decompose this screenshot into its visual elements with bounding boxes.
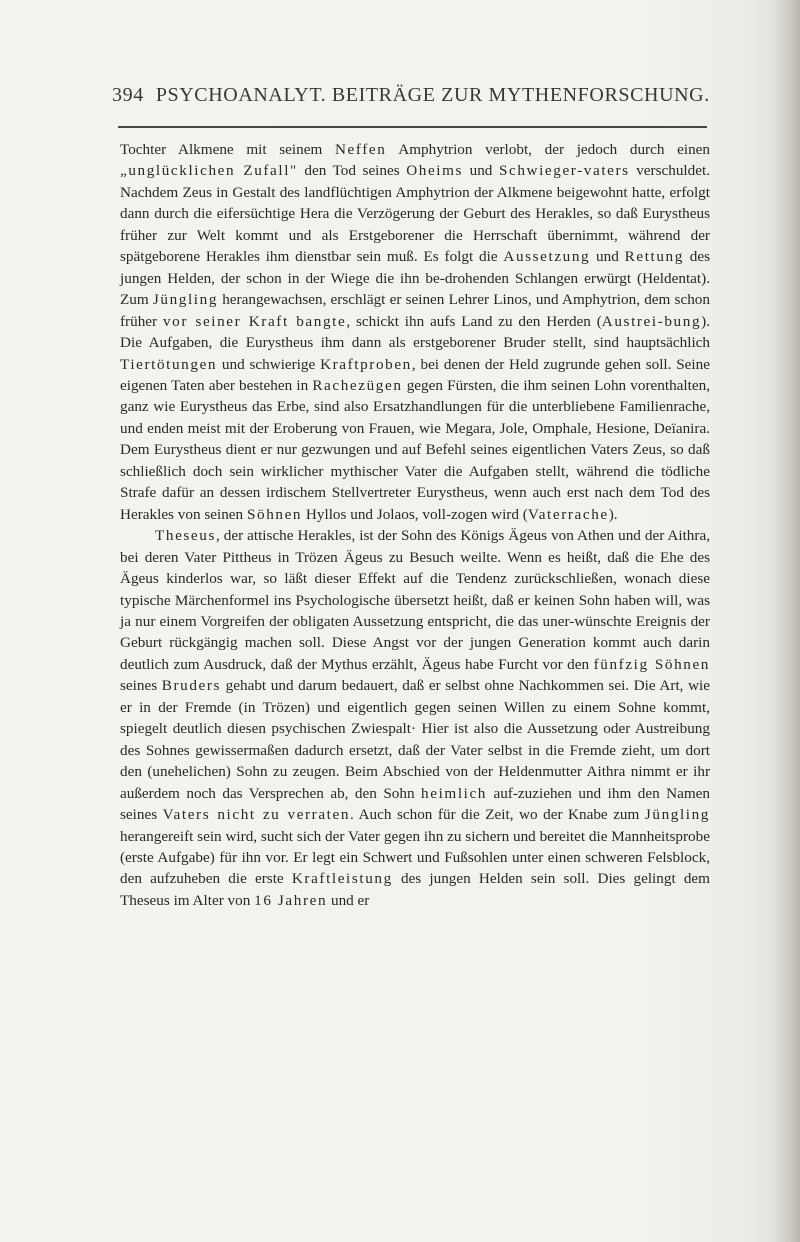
- emphasis: Rachezügen: [312, 376, 403, 394]
- text-run: . Auch schon für die Zeit, wo der Knabe zum: [350, 806, 645, 824]
- emphasis: Vaterrache: [527, 505, 609, 523]
- running-title: PSYCHOANALYT. BEITRÄGE ZUR MYTHENFORSCHUNG.: [155, 84, 710, 106]
- emphasis: Jüngling: [152, 291, 219, 309]
- text-run: seines: [120, 677, 162, 695]
- emphasis: „unglücklichen Zufall": [120, 162, 298, 180]
- text-run: ). Die Aufgaben, die Eurystheus ihm dann als erstgeborener Bruder stellt, sind hauptsächlich: [120, 312, 710, 352]
- emphasis: Kraftproben: [320, 355, 412, 373]
- emphasis: Austrei-bung: [601, 312, 702, 330]
- paragraph-herakles: [120, 139, 710, 525]
- text-run: , bei denen der Held zugrunde gehen soll. Seine eigenen Taten aber bestehen in: [120, 355, 710, 394]
- running-header: [112, 84, 710, 118]
- text-run: herangewachsen, erschlägt er seinen Lehrer Linos, und Amphytrion, dem schon früher: [120, 291, 710, 330]
- text-run: Hyllos und Jolaos, voll-zogen wird (: [302, 505, 528, 523]
- header-rule: [118, 126, 707, 128]
- text-run: Tochter Alkmene mit seinem: [120, 141, 335, 158]
- emphasis: Rettung: [624, 248, 684, 266]
- text-run: , der attische Herakles, ist der Sohn des Königs Ägeus von Athen und der Aithra, bei deren Vater Pittheus in Trözen Ägeus zu Besuch weilte. Wenn es heißt, daß die Ehe des Ägeus kinderlos war, so läßt dieser Effekt auf die Tendenz zurückschließen, wonach diese typische Märchenformel ins Psychologische übersetzt heißt, daß er keinen Sohn haben will, was ja nur einem Vorgreifen der obligaten Aussetzung entspricht, die das uner-wünschte Ereignis der Geburt rückgängig machen soll. Diese Angst vor der jungen Generation kommt auch darin deutlich zum Ausdruck, daß der Mythus erzählt, Ägeus habe Furcht vor den: [120, 527, 710, 673]
- emphasis: fünfzig Söhnen: [593, 655, 710, 673]
- text-run: des jungen Helden sein soll. Dies gelingt dem Theseus im Alter von: [120, 870, 710, 909]
- emphasis: Vaters nicht zu verraten: [162, 806, 351, 824]
- text-run: Amphytrion verlobt, der jedoch durch einen: [386, 141, 710, 158]
- emphasis: Kraftleistung: [291, 870, 393, 888]
- text-run: , schickt ihn aufs Land zu den Herden (: [346, 312, 602, 330]
- paragraph-theseus: [120, 525, 710, 911]
- emphasis: Bruders: [161, 677, 222, 695]
- emphasis: Neffen: [334, 141, 387, 158]
- text-run: und er: [327, 891, 370, 909]
- text-run: und: [590, 248, 625, 266]
- emphasis: Theseus: [155, 527, 216, 545]
- emphasis: Söhnen: [246, 505, 303, 523]
- text-run: gehabt und darum bedauert, daß er selbst ohne Nachkommen sei. Die Art, wie er in der Fremde (in Trözen) und eigentlich gegen seinen Willen zu einem Sohne kommt, spiegelt deutlich diesen psychischen Zwiespalt· Hier ist also die Aussetzung oder Austreibung des Sohnes gewissermaßen dadurch ersetzt, daß der Vater selbst in die Fremde zieht, um dort den (unehelichen) Sohn zu zeugen. Beim Abschied von der Heldenmutter Aithra nimmt er ihr außerdem noch das Versprechen ab, den Sohn: [120, 677, 711, 802]
- emphasis: Tiertötungen: [120, 355, 218, 373]
- emphasis: Oheims: [406, 162, 464, 180]
- text-run: des jungen Helden, der schon in der Wiege die ihn be-drohenden Schlangen erwürgt (Heldentat). Zum: [120, 248, 711, 309]
- text-run: herangereift sein wird, sucht sich der Vater gegen ihn zu sichern und bereitet die Mannheitsprobe (erste Aufgabe) für ihn vor. Er legt ein Schwert und Fußsohlen unter einen schweren Felsblock, den aufzuheben die erste: [120, 827, 710, 888]
- text-run: gegen Fürsten, die ihm seinen Lohn vorenthalten, ganz wie Eurystheus das Erbe, sind also Ersatzhandlungen für die unterbliebene Familienrache, und enden meist mit der Eroberung von Frauen, wie Megara, Jole, Omphale, Hesione, Deïanira. Dem Eurystheus dient er nur gezwungen und auf Befehl seines eigentlichen Vaters Zeus, so daß schließlich doch sein wirklicher mythischer Vater die Aufgaben stellt, während die tödliche Strafe dafür an dessen irdischem Stellvertreter Eurystheus, wenn auch erst nach dem Tod des Herakles von seinen: [120, 376, 710, 523]
- emphasis: heimlich: [421, 784, 487, 802]
- text-run: verschuldet. Nachdem Zeus in Gestalt des landflüchtigen Amphytrion der Alkmene beigewohnt hatte, erfolgt dann durch die eifersüchtige Hera die Verzögerung der Geburt des Herakles, so daß Eurystheus früher zur Welt kommt und als Erstgeborener die Herrschaft übernimmt, während der spätgeborene Herakles ihm dienstbar sein muß. Es folgt die: [120, 162, 711, 266]
- text-run: ).: [608, 505, 618, 523]
- text-run: und schwierige: [217, 355, 321, 373]
- emphasis: 16 Jahren: [254, 891, 328, 909]
- emphasis: Aussetzung: [503, 248, 591, 266]
- emphasis: Schwieger-vaters: [498, 162, 630, 180]
- page-number: 394: [112, 84, 144, 106]
- page-edge-shadow: [774, 0, 800, 1242]
- body-text: [120, 139, 710, 911]
- text-run: auf-zuziehen und ihm den Namen seines: [120, 784, 710, 824]
- text-run: den Tod seines: [297, 162, 407, 180]
- emphasis: Jüngling: [644, 806, 710, 824]
- emphasis: vor seiner Kraft bangte: [162, 312, 347, 330]
- text-run: und: [463, 162, 499, 180]
